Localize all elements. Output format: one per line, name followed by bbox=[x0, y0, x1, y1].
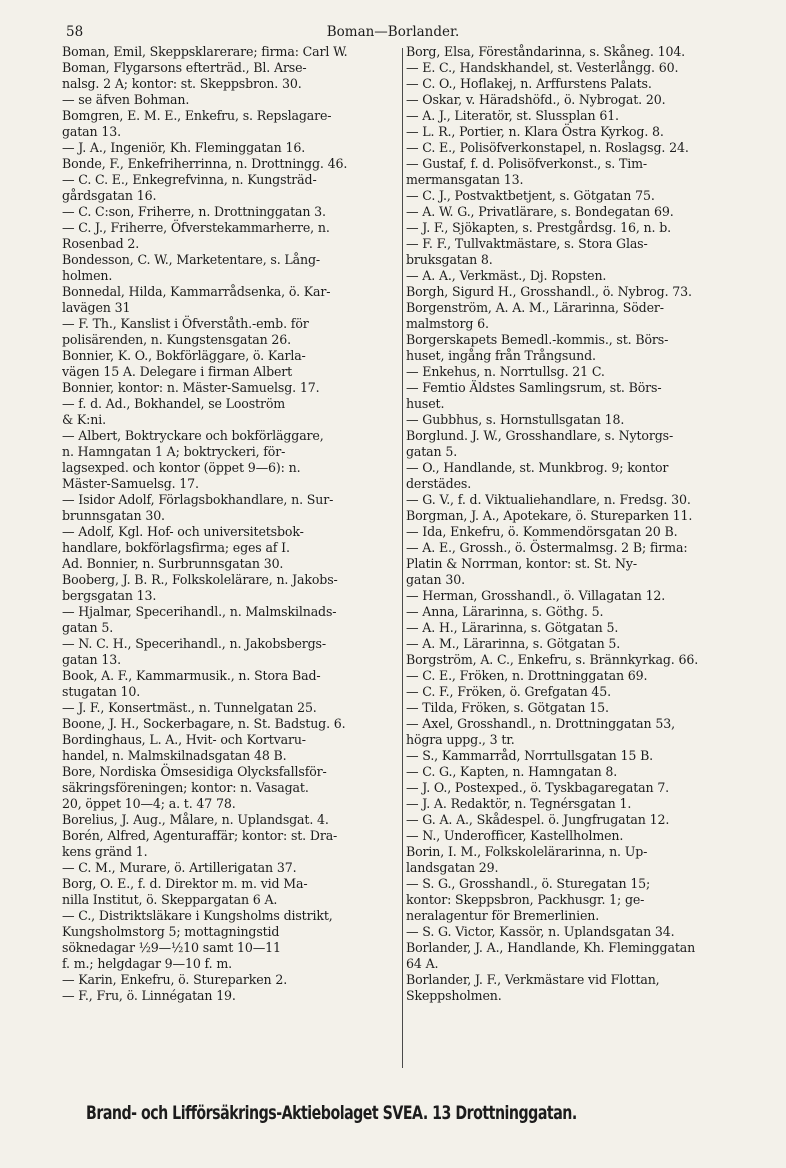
directory-entry-line: Bondesson, C. W., Marketentare, s. Lång- bbox=[62, 252, 320, 267]
directory-entry-line: — C. M., Murare, ö. Artillerigatan 37. bbox=[62, 860, 297, 875]
directory-entry-line: — Herman, Grosshandl., ö. Villagatan 12. bbox=[406, 588, 666, 603]
directory-entry-line: brunnsgatan 30. bbox=[62, 508, 165, 523]
right-column bbox=[406, 44, 744, 1072]
directory-entry-line: Skeppsholmen. bbox=[406, 988, 502, 1003]
directory-entry-line: — Tilda, Fröken, s. Götgatan 15. bbox=[406, 700, 609, 715]
directory-entry-line: — J. O., Postexped., ö. Tyskbagaregatan 7. bbox=[406, 780, 670, 795]
directory-entry-line: högra uppg., 3 tr. bbox=[406, 732, 515, 747]
directory-entry-line: Bordinghaus, L. A., Hvit- och Kortvaru- bbox=[62, 732, 306, 747]
directory-entry-line: — f. d. Ad., Bokhandel, se Looström bbox=[62, 396, 286, 411]
directory-entry-line: Boman, Flygarsons efterträd., Bl. Arse- bbox=[62, 60, 307, 75]
directory-entry-line: malmstorg 6. bbox=[406, 316, 489, 331]
directory-entry-line: nilla Institut, ö. Skeppargatan 6 A. bbox=[62, 892, 278, 907]
directory-entry-line: söknedagar ½9—½10 samt 10—11 bbox=[62, 940, 281, 955]
directory-entry-line: — A. J., Literatör, st. Slussplan 61. bbox=[406, 108, 619, 123]
directory-entry-line: — Ida, Enkefru, ö. Kommendörsgatan 20 B. bbox=[406, 524, 678, 539]
directory-entry-line: Booberg, J. B. R., Folkskolelärare, n. Jakobs- bbox=[62, 572, 338, 587]
directory-entry-line: neralagentur för Bremerlinien. bbox=[406, 908, 600, 923]
directory-entry-line: — G. A. A., Skådespel. ö. Jungfrugatan 12. bbox=[406, 812, 670, 827]
directory-entry-line: Boman, Emil, Skeppsklarerare; firma: Carl W. bbox=[62, 44, 348, 59]
directory-entry-line: — F. F., Tullvaktmästare, s. Stora Glas- bbox=[406, 236, 648, 251]
directory-columns bbox=[62, 44, 744, 1072]
directory-entry-line: lagsexped. och kontor (öppet 9—6): n. bbox=[62, 460, 301, 475]
directory-entry-line: — Oskar, v. Häradshöfd., ö. Nybrogat. 20. bbox=[406, 92, 666, 107]
directory-entry-line: — O., Handlande, st. Munkbrog. 9; kontor bbox=[406, 460, 669, 475]
directory-entry-line: — C. G., Kapten, n. Hamngatan 8. bbox=[406, 764, 618, 779]
directory-entry-line: — S. G. Victor, Kassör, n. Uplandsgatan 34. bbox=[406, 924, 675, 939]
directory-entry-line: — J. F., Sjökapten, s. Prestgårdsg. 16, n. b. bbox=[406, 220, 671, 235]
directory-entry-line: Bonnier, K. O., Bokförläggare, ö. Karla- bbox=[62, 348, 306, 363]
directory-entry-line: Borgerskapets Bemedl.-kommis., st. Börs- bbox=[406, 332, 669, 347]
directory-entry-line: — N., Underofficer, Kastellholmen. bbox=[406, 828, 624, 843]
page-header bbox=[0, 22, 786, 42]
directory-entry-line: Bonde, F., Enkefriherrinna, n. Drottningg. 46. bbox=[62, 156, 348, 171]
directory-entry-line: Borin, I. M., Folkskolelärarinna, n. Up- bbox=[406, 844, 648, 859]
directory-entry-line: Borgh, Sigurd H., Grosshandl., ö. Nybrog. 73. bbox=[406, 284, 692, 299]
directory-entry-line: n. Hamngatan 1 A; boktryckeri, för- bbox=[62, 444, 286, 459]
directory-entry-line: — J. F., Konsertmäst., n. Tunnelgatan 25. bbox=[62, 700, 317, 715]
directory-entry-line: — A. A., Verkmäst., Dj. Ropsten. bbox=[406, 268, 607, 283]
directory-entry-line: — A. W. G., Privatlärare, s. Bondegatan 69. bbox=[406, 204, 674, 219]
directory-entry-line: — A. H., Lärarinna, s. Götgatan 5. bbox=[406, 620, 619, 635]
directory-entry-line: — E. C., Handskhandel, st. Vesterlångg. 60. bbox=[406, 60, 679, 75]
page-number: 58 bbox=[66, 24, 84, 40]
running-head: Boman—Borlander. bbox=[326, 24, 460, 40]
directory-entry-line: Mäster-Samuelsg. 17. bbox=[62, 476, 199, 491]
advertisement-text: Brand- och Lifförsäkrings-Aktiebolaget SVEA. 13 Drottninggatan. bbox=[86, 1102, 577, 1124]
directory-entry-line: Borg, Elsa, Föreståndarinna, s. Skåneg. 104. bbox=[406, 44, 686, 59]
directory-entry-line: Borlander, J. F., Verkmästare vid Flottan, bbox=[406, 972, 660, 987]
directory-entry-line: — S., Kammarråd, Norrtullsgatan 15 B. bbox=[406, 748, 654, 763]
directory-entry-line: kontor: Skeppsbron, Packhusgr. 1; ge- bbox=[406, 892, 645, 907]
directory-entry-line: — Albert, Boktryckare och bokförläggare, bbox=[62, 428, 324, 443]
directory-entry-line: — C., Distriktsläkare i Kungsholms distrikt, bbox=[62, 908, 333, 923]
directory-entry-line: — C. E., Polisöfverkonstapel, n. Roslagsg. 24. bbox=[406, 140, 689, 155]
column-divider bbox=[402, 48, 403, 1068]
directory-entry-line: bruksgatan 8. bbox=[406, 252, 493, 267]
directory-entry-line: — se äfven Bohman. bbox=[62, 92, 190, 107]
directory-entry-line: — C. E., Fröken, n. Drottninggatan 69. bbox=[406, 668, 648, 683]
directory-entry-line: — L. R., Portier, n. Klara Östra Kyrkog. 8. bbox=[406, 124, 664, 139]
directory-entry-line: Borgström, A. C., Enkefru, s. Brännkyrkag. 66. bbox=[406, 652, 699, 667]
directory-entry-line: Borgenström, A. A. M., Lärarinna, Söder- bbox=[406, 300, 664, 315]
directory-entry-line: — A. M., Lärarinna, s. Götgatan 5. bbox=[406, 636, 621, 651]
directory-entry-line: — J. A. Redaktör, n. Tegnérsgatan 1. bbox=[406, 796, 632, 811]
directory-entry-line: Bomgren, E. M. E., Enkefru, s. Repslagare- bbox=[62, 108, 332, 123]
directory-entry-line: huset. bbox=[406, 396, 445, 411]
directory-entry-line: bergsgatan 13. bbox=[62, 588, 157, 603]
directory-entry-line: gatan 5. bbox=[62, 620, 114, 635]
directory-entry-line: — F. Th., Kanslist i Öfverståth.-emb. för bbox=[62, 316, 309, 331]
directory-entry-line: — Karin, Enkefru, ö. Stureparken 2. bbox=[62, 972, 288, 987]
directory-entry-line: säkringsföreningen; kontor: n. Vasagat. bbox=[62, 780, 309, 795]
directory-entry-line: — Hjalmar, Specerihandl., n. Malmskilnads- bbox=[62, 604, 337, 619]
directory-entry-line: — Gubbhus, s. Hornstullsgatan 18. bbox=[406, 412, 625, 427]
directory-entry-line: — G. V., f. d. Viktualiehandlare, n. Fredsg. 30. bbox=[406, 492, 691, 507]
directory-entry-line: kens gränd 1. bbox=[62, 844, 148, 859]
directory-entry-line: — A. E., Grossh., ö. Östermalmsg. 2 B; firma: bbox=[406, 540, 688, 555]
directory-entry-line: Bore, Nordiska Ömsesidiga Olycksfallsför- bbox=[62, 764, 327, 779]
directory-entry-line: Bonnier, kontor: n. Mäster-Samuelsg. 17. bbox=[62, 380, 320, 395]
directory-entry-line: handel, n. Malmskilnadsgatan 48 B. bbox=[62, 748, 287, 763]
directory-entry-line: — Adolf, Kgl. Hof- och universitetsbok- bbox=[62, 524, 304, 539]
directory-entry-line: Rosenbad 2. bbox=[62, 236, 140, 251]
directory-entry-line: — Isidor Adolf, Förlagsbokhandlare, n. Sur- bbox=[62, 492, 334, 507]
directory-entry-line: gatan 13. bbox=[62, 652, 121, 667]
directory-entry-line: — C. O., Hoflakej, n. Arffurstens Palats. bbox=[406, 76, 652, 91]
directory-entry-line: — C. J., Postvaktbetjent, s. Götgatan 75. bbox=[406, 188, 655, 203]
directory-entry-line: Borlander, J. A., Handlande, Kh. Fleminggatan bbox=[406, 940, 696, 955]
directory-entry-line: — N. C. H., Specerihandl., n. Jakobsbergs- bbox=[62, 636, 326, 651]
directory-entry-line: Borelius, J. Aug., Målare, n. Uplandsgat. 4. bbox=[62, 812, 329, 827]
directory-entry-line: & K:ni. bbox=[62, 412, 106, 427]
directory-entry-line: lavägen 31 bbox=[62, 300, 131, 315]
directory-entry-line: — C. C:son, Friherre, n. Drottninggatan 3. bbox=[62, 204, 326, 219]
directory-entry-line: — C. F., Fröken, ö. Grefgatan 45. bbox=[406, 684, 612, 699]
directory-entry-line: Borg, O. E., f. d. Direktor m. m. vid Ma- bbox=[62, 876, 308, 891]
directory-entry-line: — C. C. E., Enkegrefvinna, n. Kungsträd- bbox=[62, 172, 317, 187]
directory-entry-line: holmen. bbox=[62, 268, 113, 283]
directory-entry-line: stugatan 10. bbox=[62, 684, 141, 699]
directory-entry-line: Book, A. F., Kammarmusik., n. Stora Bad- bbox=[62, 668, 321, 683]
directory-entry-line: — J. A., Ingeniör, Kh. Fleminggatan 16. bbox=[62, 140, 306, 155]
directory-entry-line: gårdsgatan 16. bbox=[62, 188, 157, 203]
directory-entry-line: Borén, Alfred, Agenturaffär; kontor: st. Dra- bbox=[62, 828, 338, 843]
directory-entry-line: polisärenden, n. Kungstensgatan 26. bbox=[62, 332, 292, 347]
directory-entry-line: — Femtio Äldstes Samlingsrum, st. Börs- bbox=[406, 380, 662, 395]
directory-entry-line: gatan 30. bbox=[406, 572, 465, 587]
directory-entry-line: derstädes. bbox=[406, 476, 472, 491]
directory-entry-line: handlare, bokförlagsfirma; eges af I. bbox=[62, 540, 290, 555]
directory-entry-line: huset, ingång från Trångsund. bbox=[406, 348, 596, 363]
directory-entry-line: vägen 15 A. Delegare i firman Albert bbox=[62, 364, 293, 379]
directory-entry-line: — Axel, Grosshandl., n. Drottninggatan 53, bbox=[406, 716, 675, 731]
directory-entry-line: — F., Fru, ö. Linnégatan 19. bbox=[62, 988, 236, 1003]
directory-entry-line: — C. J., Friherre, Öfverstekammarherre, n. bbox=[62, 220, 330, 235]
left-column bbox=[62, 44, 400, 1072]
directory-entry-line: Borgman, J. A., Apotekare, ö. Stureparken 11. bbox=[406, 508, 693, 523]
directory-entry-line: Boone, J. H., Sockerbagare, n. St. Badstug. 6. bbox=[62, 716, 346, 731]
directory-entry-line: Platin & Norrman, kontor: st. St. Ny- bbox=[406, 556, 637, 571]
directory-entry-line: Borglund. J. W., Grosshandlare, s. Nytorgs- bbox=[406, 428, 674, 443]
directory-entry-line: — Gustaf, f. d. Polisöfverkonst., s. Tim- bbox=[406, 156, 648, 171]
directory-entry-line: 20, öppet 10—4; a. t. 47 78. bbox=[62, 796, 236, 811]
directory-entry-line: landsgatan 29. bbox=[406, 860, 499, 875]
directory-entry-line: Kungsholmstorg 5; mottagningstid bbox=[62, 924, 280, 939]
directory-entry-line: — S. G., Grosshandl., ö. Sturegatan 15; bbox=[406, 876, 651, 891]
directory-entry-line: — Anna, Lärarinna, s. Göthg. 5. bbox=[406, 604, 604, 619]
directory-entry-line: 64 A. bbox=[406, 956, 439, 971]
directory-entry-line: — Enkehus, n. Norrtullsg. 21 C. bbox=[406, 364, 605, 379]
directory-entry-line: Bonnedal, Hilda, Kammarrådsenka, ö. Kar- bbox=[62, 284, 331, 299]
directory-entry-line: Ad. Bonnier, n. Surbrunnsgatan 30. bbox=[62, 556, 284, 571]
directory-entry-line: gatan 13. bbox=[62, 124, 121, 139]
directory-entry-line: gatan 5. bbox=[406, 444, 458, 459]
directory-entry-line: f. m.; helgdagar 9—10 f. m. bbox=[62, 956, 232, 971]
directory-entry-line: mermansgatan 13. bbox=[406, 172, 524, 187]
advertisement-banner bbox=[86, 1099, 736, 1127]
directory-entry-line: nalsg. 2 A; kontor: st. Skeppsbron. 30. bbox=[62, 76, 302, 91]
